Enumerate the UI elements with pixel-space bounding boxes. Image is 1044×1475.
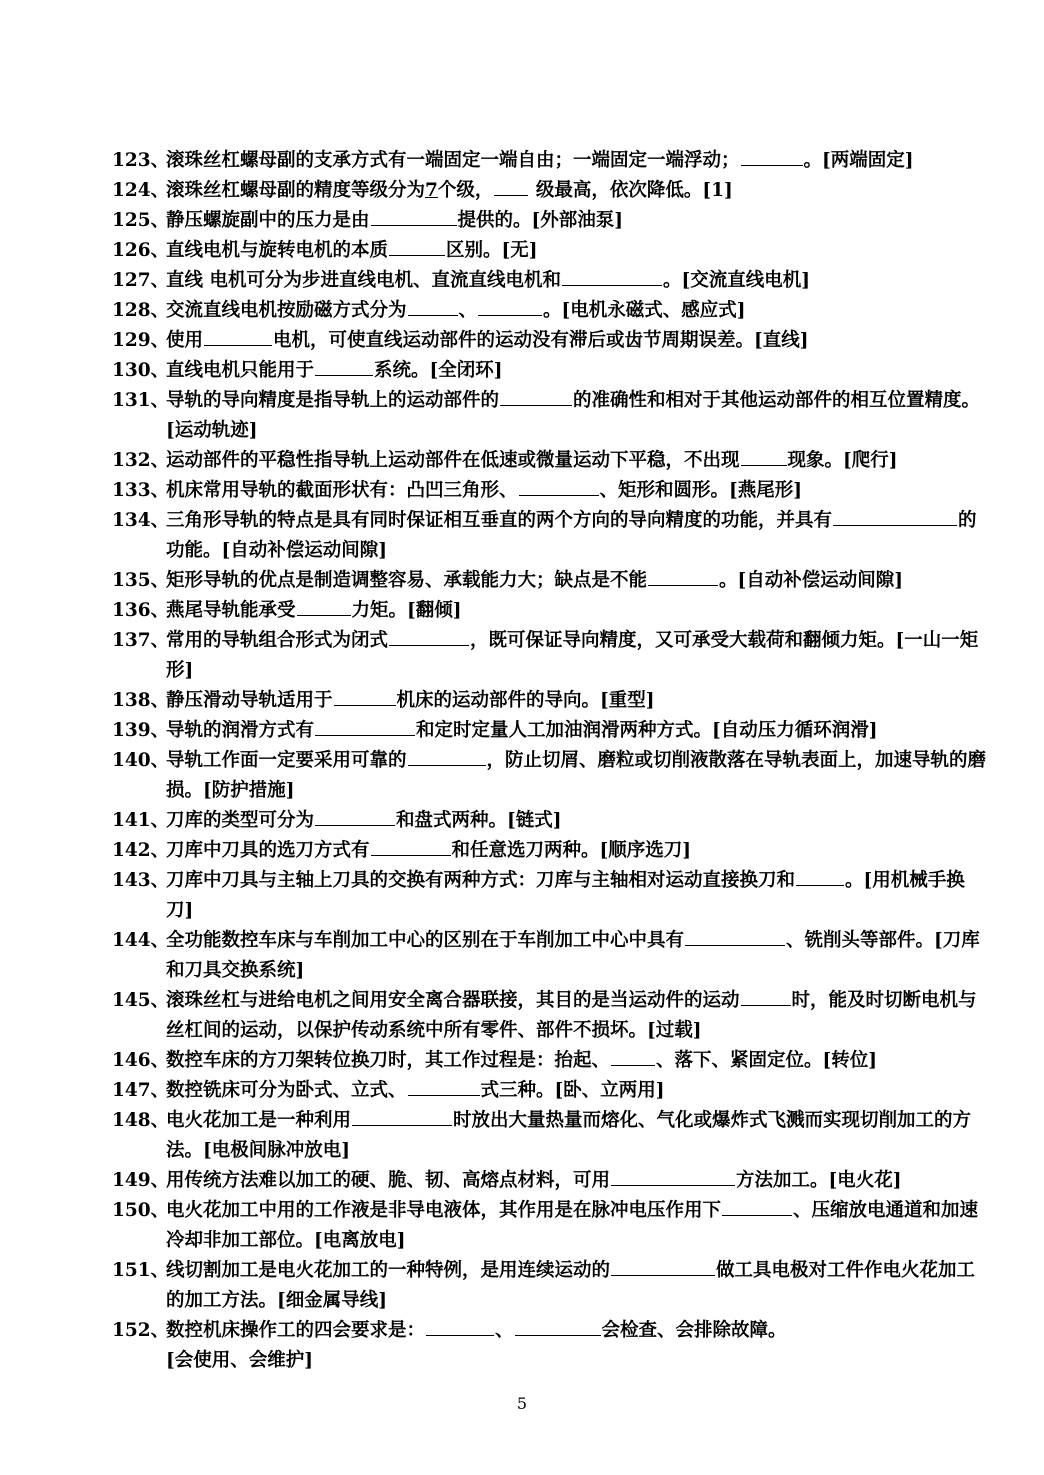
question-text: 、落下、紧固定位。[转位] [656,1050,878,1071]
question-text: 的准确性和相对于其他运动部件的相互位置精度。[运动轨迹] [166,390,981,441]
question-item [112,596,992,626]
question-item [112,716,992,746]
question-text: 数控车床的方刀架转位换刀时，其工作过程是：抬起、 [166,1050,611,1071]
answer-blank [611,1167,735,1186]
question-item [112,746,992,806]
question-text: ，既可保证导向精度，又可承受大载荷和翻倾力矩。[一山一矩形] [166,630,979,681]
question-text: 刀库中刀具与主轴上刀具的交换有两种方式：刀库与主轴相对运动直接换刀和 [166,870,796,891]
question-item [112,1106,992,1166]
answer-blank [648,567,718,586]
question-item [112,1076,992,1106]
question-text: 直线电机与旋转电机的本质 [166,240,389,261]
answer-blank [494,177,528,196]
question-text: 时放出大量热量而熔化、气化或爆炸式飞溅而实现切削加工的方法。[电极间脉冲放电] [166,1110,972,1161]
question-text: 电机，可使直线运动部件的运动没有滞后或齿节周期误差。[直线] [273,330,809,351]
question-text: 和盘式两种。[链式] [396,810,562,831]
question-text: 滚珠丝杠螺母副的支承方式有一端固定一端自由；一端固定一端浮动； [166,150,740,171]
question-item [112,866,992,926]
question-text: 刀库中刀具的选刀方式有 [166,840,370,861]
question-text: 级最高，依次降低。[1] [529,180,733,201]
question-text: 力矩。[翻倾] [351,600,462,621]
question-list [112,146,992,1376]
question-text: 。[两端固定] [803,150,914,171]
question-text: 、 [458,300,478,321]
answer-blank [833,507,957,526]
question-number: 124、 [112,180,170,201]
answer-blank [389,237,445,256]
answer-blank [297,597,351,616]
answer-blank [408,1077,480,1096]
question-item [112,1256,992,1316]
question-item [112,1196,992,1256]
question-number: 152、 [112,1320,170,1341]
answer-blank [741,447,787,466]
question-text: 方法加工。[电火花] [736,1170,902,1191]
question-number: 151、 [112,1260,170,1281]
question-item [112,476,992,506]
answer-blank [519,477,599,496]
question-number: 132、 [112,450,170,471]
question-item [112,626,992,686]
answer-blank [315,357,373,376]
question-number: 141、 [112,810,170,831]
question-item [112,176,992,206]
question-number: 144、 [112,930,170,951]
question-number: 134、 [112,510,170,531]
question-item [112,236,992,266]
question-text: 常用的导轨组合形式为闭式 [166,630,389,651]
question-text: 、压缩放电通道和加速冷却非加工部位。[电离放电] [166,1200,979,1251]
question-text: 时，能及时切断电机与丝杠间的运动，以保护传动系统中所有零件、部件不损坏。[过载] [166,990,977,1041]
answer-blank [315,717,415,736]
question-number: 145、 [112,990,170,1011]
question-text: 数控机床操作工的四会要求是： [166,1320,426,1341]
answer-blank [515,1317,601,1336]
question-number: 150、 [112,1200,170,1221]
answer-blank [389,627,469,646]
question-item [112,206,992,236]
answer-blank [611,1257,715,1276]
question-item [112,1046,992,1076]
question-item [112,296,992,326]
question-item [112,266,992,296]
question-text: 静压滑动导轨适用于 [166,690,333,711]
question-item [112,836,992,866]
question-text: 做工具电极对工件作电火花加工的加工方法。[细金属导线] [166,1260,976,1311]
answer-blank [408,747,486,766]
question-text: 式三种。[卧、立两用] [480,1080,665,1101]
question-number: 147、 [112,1080,170,1101]
underlined-value: 7 [425,180,438,201]
answer-blank [426,1317,494,1336]
question-item [112,356,992,386]
question-text: [会使用、会维护] [166,1350,314,1371]
question-text: 导轨工作面一定要采用可靠的 [166,750,407,771]
question-text: 滚珠丝杠螺母副的精度等级分为 [166,180,426,201]
answer-blank [722,1197,792,1216]
question-text: 区别。[无] [446,240,538,261]
question-text: 运动部件的平稳性指导轨上运动部件在低速或微量运动下平稳，不出现 [166,450,740,471]
answer-blank [408,297,458,316]
question-number: 128、 [112,300,170,321]
question-text: 使用 [166,330,204,351]
question-number: 125、 [112,210,170,231]
question-number: 142、 [112,840,170,861]
question-text: 电火花加工是一种利用 [166,1110,352,1131]
answer-blank [611,1047,655,1066]
question-text: 刀库的类型可分为 [166,810,315,831]
question-number: 148、 [112,1110,170,1131]
question-text: 。[电机永磁式、感应式] [543,300,746,321]
question-item [112,146,992,176]
question-text: 用传统方法难以加工的硬、脆、韧、高熔点材料，可用 [166,1170,611,1191]
answer-blank [741,987,791,1006]
question-number: 130、 [112,360,170,381]
question-text: 。[用机械手换刀] [166,870,965,921]
question-item [112,686,992,716]
question-item [112,566,992,596]
question-number: 133、 [112,480,170,501]
question-number: 140、 [112,750,170,771]
question-text: 电火花加工中用的工作液是非导电液体，其作用是在脉冲电压作用下 [166,1200,722,1221]
question-item [112,926,992,986]
answer-blank [334,687,396,706]
question-item [112,986,992,1046]
answer-blank [741,147,803,166]
question-item [112,1316,992,1376]
question-text: 系统。[全闭环] [374,360,503,381]
question-number: 129、 [112,330,170,351]
answer-blank [478,297,542,316]
question-item [112,386,992,446]
question-text: 和定时定量人工加油润滑两种方式。[自动压力循环润滑] [416,720,878,741]
question-text: 、矩形和圆形。[燕尾形] [599,480,803,501]
question-text: ，防止切屑、磨粒或切削液散落在导轨表面上，加速导轨的磨损。[防护措施] [166,750,987,801]
question-text: 个级， [437,180,494,201]
question-number: 136、 [112,600,170,621]
answer-blank [562,267,662,286]
answer-blank [796,867,844,886]
question-item [112,326,992,356]
question-number: 131、 [112,390,170,411]
question-text: 的功能。[自动补偿运动间隙] [166,510,977,561]
question-text: 提供的。[外部油泵] [457,210,624,231]
question-number: 149、 [112,1170,170,1191]
question-text: 导轨的导向精度是指导轨上的运动部件的 [166,390,500,411]
question-text: 燕尾导轨能承受 [166,600,296,621]
question-text: 静压螺旋副中的压力是由 [166,210,370,231]
question-text: 、铣削头等部件。[刀库和刀具交换系统] [166,930,980,981]
question-text: 直线电机只能用于 [166,360,315,381]
answer-blank [500,387,572,406]
question-text: 全功能数控车床与车削加工中心的区别在于车削加工中心中具有 [166,930,685,951]
question-number: 146、 [112,1050,170,1071]
question-text: 机床的运动部件的导向。[重型] [396,690,655,711]
question-number: 139、 [112,720,170,741]
question-number: 126、 [112,240,170,261]
question-text: 。[自动补偿运动间隙] [719,570,904,591]
question-item [112,446,992,476]
question-item [112,806,992,836]
question-number: 135、 [112,570,170,591]
question-text: 矩形导轨的优点是制造调整容易、承载能力大；缺点是不能 [166,570,648,591]
answer-blank [352,1107,452,1126]
question-text: 数控铣床可分为卧式、立式、 [166,1080,407,1101]
question-text: 机床常用导轨的截面形状有：凸凹三角形、 [166,480,518,501]
page-number: 5 [516,1394,528,1413]
question-text: 导轨的润滑方式有 [166,720,315,741]
answer-blank [204,327,272,346]
question-text: 线切割加工是电火花加工的一种特例，是用连续运动的 [166,1260,611,1281]
question-text: 直线 电机可分为步进直线电机、直流直线电机和 [166,270,561,291]
question-number: 143、 [112,870,170,891]
question-text: 交流直线电机按励磁方式分为 [166,300,407,321]
question-text: 现象。[爬行] [787,450,898,471]
question-item [112,1166,992,1196]
question-number: 127、 [112,270,170,291]
question-text: 三角形导轨的特点是具有同时保证相互垂直的两个方向的导向精度的功能，并具有 [166,510,833,531]
question-item [112,506,992,566]
answer-blank [371,207,457,226]
answer-blank [371,837,451,856]
question-text: 会检查、会排除故障。 [601,1320,787,1341]
question-number: 137、 [112,630,170,651]
question-number: 123、 [112,150,170,171]
question-text: 、 [495,1320,514,1341]
question-number: 138、 [112,690,170,711]
question-text: 。[交流直线电机] [662,270,810,291]
question-text: 和任意选刀两种。[顺序选刀] [451,840,692,861]
answer-blank [685,927,785,946]
question-text: 滚珠丝杠与进给电机之间用安全离合器联接，其目的是当运动件的运动 [166,990,740,1011]
answer-blank [315,807,395,826]
